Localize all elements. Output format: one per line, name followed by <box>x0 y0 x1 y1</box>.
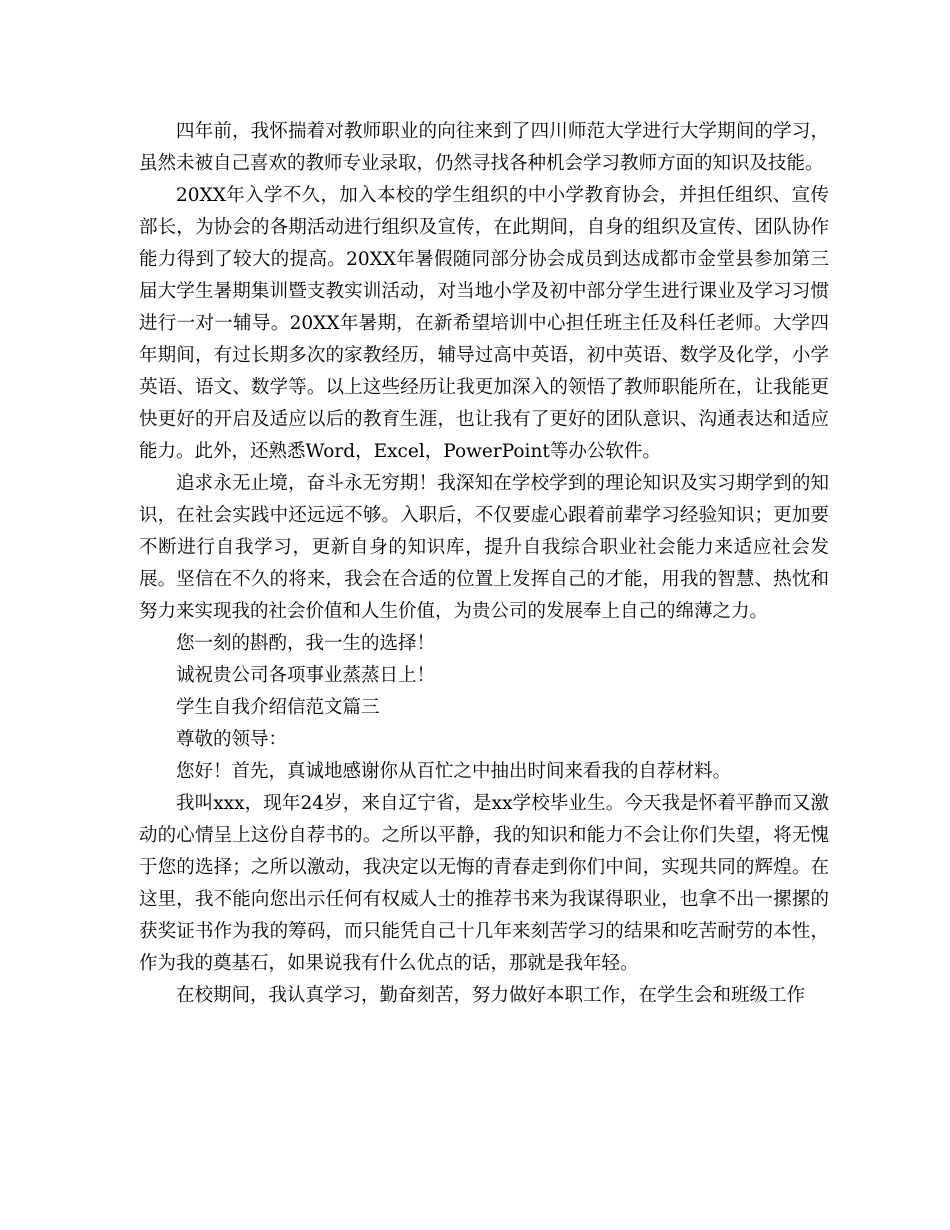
paragraph-school-period: 在校期间，我认真学习，勤奋刻苦，努力做好本职工作，在学生会和班级工作 <box>176 985 806 1006</box>
paragraph-greeting: 您好！首先，真诚地感谢你从百忙之中抽出时间来看我的自荐材料。 <box>176 761 732 782</box>
paragraph-self-introduction: 我叫xxx，现年24岁，来自辽宁省，是xx学校毕业生。今天我是怀着平静而又激动的心情呈上这份自荐书的。之所以平静，我的知识和能力不会让你们失望，将无愧于您的选择；之所以激动，我决定以无悔的青春走到你们中间，实现共同的辉煌。在这里，我不能向您出示任何有权威人士的推荐书来为我谋得职业，也拿不出一摞摞的获奖证书作为我的筹码，而只能凭自己十几年来刻苦学习的结果和吃苦耐劳的本性，作为我的奠基石，如果说我有什么优点的话，那就是我年轻。 <box>139 793 829 974</box>
salutation: 尊敬的领导： <box>176 729 288 750</box>
paragraph-aspiration: 追求永无止境，奋斗永无穷期！我深知在学校学到的理论知识及实习期学到的知识，在社会实践中还远远不够。入职后，不仅要虚心跟着前辈学习经验知识；更加要不断进行自我学习，更新自身的知识库，提升自我综合职业社会能力来适应社会发展。坚信在不久的将来，我会在合适的位置上发挥自己的才能，用我的智慧、热忱和努力来实现我的社会价值和人生价值，为贵公司的发展奉上自己的绵薄之力。 <box>139 473 829 622</box>
paragraph-experience: 20XX年入学不久，加入本校的学生组织的中小学教育协会，并担任组织、宣传部长，为协会的各期活动进行组织及宣传，在此期间，自身的组织及宣传、团队协作能力得到了较大的提高。20XX年暑假随同部分协会成员到达成都市金堂县参加第三届大学生暑期集训暨支教实训活动，对当地小学及初中部分学生进行课业及学习习惯进行一对一辅导。20XX年暑期，在新希望培训中心担任班主任及科任老师。大学四年期间，有过长期多次的家教经历，辅导过高中英语，初中英语、数学及化学，小学英语、语文、数学等。以上这些经历让我更加深入的领悟了教师职能所在，让我能更快更好的开启及适应以后的教育生涯，也让我有了更好的团队意识、沟通表达和适应能力。此外，还熟悉Word，Excel，PowerPoint等办公软件。 <box>139 185 829 462</box>
paragraph-closing-wish: 诚祝贵公司各项事业蒸蒸日上！ <box>176 665 436 686</box>
section-heading: 学生自我介绍信范文篇三 <box>176 697 380 718</box>
paragraph-closing-choice: 您一刻的斟酌，我一生的选择！ <box>176 633 436 654</box>
paragraph-intro-background: 四年前，我怀揣着对教师职业的向往来到了四川师范大学进行大学期间的学习，虽然未被自己喜欢的教师专业录取，仍然寻找各种机会学习教师方面的知识及技能。 <box>139 121 829 174</box>
document-body <box>139 116 829 1012</box>
